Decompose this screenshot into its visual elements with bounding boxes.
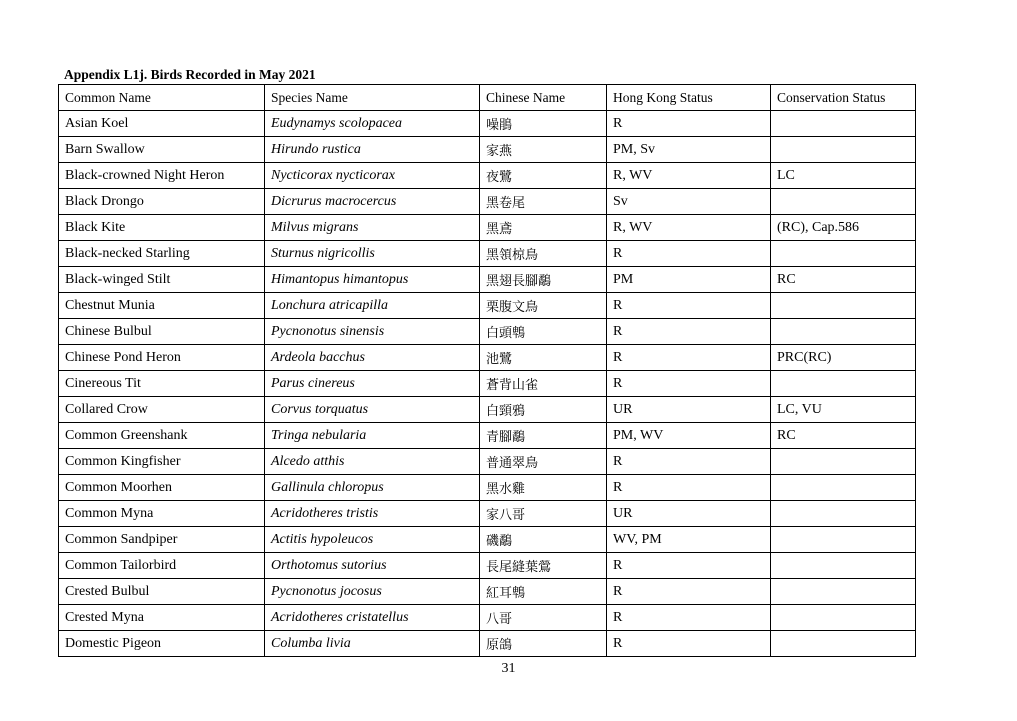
chinese-name-cell: 黑水雞 <box>480 475 607 501</box>
table-row <box>59 605 916 631</box>
common-name-cell: Domestic Pigeon <box>59 631 265 657</box>
hong-kong-status-cell: UR <box>607 397 771 423</box>
common-name-cell: Black Kite <box>59 215 265 241</box>
header-species-name: Species Name <box>265 85 480 111</box>
conservation-status-cell <box>771 553 916 579</box>
species-name-cell: Pycnonotus jocosus <box>265 579 480 605</box>
hong-kong-status-cell: R <box>607 345 771 371</box>
chinese-name-cell: 蒼背山雀 <box>480 371 607 397</box>
birds-table <box>58 84 916 657</box>
table-row <box>59 293 916 319</box>
conservation-status-cell: PRC(RC) <box>771 345 916 371</box>
common-name-cell: Chinese Pond Heron <box>59 345 265 371</box>
common-name-cell: Crested Myna <box>59 605 265 631</box>
conservation-status-cell <box>771 579 916 605</box>
table-row <box>59 423 916 449</box>
table-row <box>59 163 916 189</box>
chinese-name-cell: 白頸鴉 <box>480 397 607 423</box>
hong-kong-status-cell: R <box>607 241 771 267</box>
chinese-name-cell: 白頭鵯 <box>480 319 607 345</box>
species-name-cell: Dicrurus macrocercus <box>265 189 480 215</box>
chinese-name-cell: 栗腹文鳥 <box>480 293 607 319</box>
conservation-status-cell: RC <box>771 267 916 293</box>
table-body <box>59 111 916 657</box>
common-name-cell: Common Myna <box>59 501 265 527</box>
table-row <box>59 137 916 163</box>
species-name-cell: Gallinula chloropus <box>265 475 480 501</box>
species-name-cell: Nycticorax nycticorax <box>265 163 480 189</box>
common-name-cell: Barn Swallow <box>59 137 265 163</box>
hong-kong-status-cell: WV, PM <box>607 527 771 553</box>
species-name-cell: Alcedo atthis <box>265 449 480 475</box>
common-name-cell: Black-winged Stilt <box>59 267 265 293</box>
common-name-cell: Chestnut Munia <box>59 293 265 319</box>
hong-kong-status-cell: PM, Sv <box>607 137 771 163</box>
common-name-cell: Chinese Bulbul <box>59 319 265 345</box>
chinese-name-cell: 普通翠鳥 <box>480 449 607 475</box>
conservation-status-cell <box>771 501 916 527</box>
species-name-cell: Corvus torquatus <box>265 397 480 423</box>
hong-kong-status-cell: R <box>607 475 771 501</box>
species-name-cell: Sturnus nigricollis <box>265 241 480 267</box>
hong-kong-status-cell: PM <box>607 267 771 293</box>
species-name-cell: Hirundo rustica <box>265 137 480 163</box>
species-name-cell: Ardeola bacchus <box>265 345 480 371</box>
chinese-name-cell: 磯鷸 <box>480 527 607 553</box>
page-number: 31 <box>501 661 516 676</box>
common-name-cell: Black Drongo <box>59 189 265 215</box>
table-row <box>59 449 916 475</box>
table-row <box>59 267 916 293</box>
table-row <box>59 319 916 345</box>
common-name-cell: Black-necked Starling <box>59 241 265 267</box>
common-name-cell: Collared Crow <box>59 397 265 423</box>
header-conservation-status: Conservation Status <box>771 85 916 111</box>
chinese-name-cell: 噪鵑 <box>480 111 607 137</box>
table-title: Appendix L1j. Birds Recorded in May 2021 <box>64 67 316 82</box>
hong-kong-status-cell: R <box>607 371 771 397</box>
hong-kong-status-cell: UR <box>607 501 771 527</box>
hong-kong-status-cell: R, WV <box>607 163 771 189</box>
table-row <box>59 215 916 241</box>
hong-kong-status-cell: Sv <box>607 189 771 215</box>
common-name-cell: Common Greenshank <box>59 423 265 449</box>
header-chinese-name: Chinese Name <box>480 85 607 111</box>
conservation-status-cell: LC, VU <box>771 397 916 423</box>
hong-kong-status-cell: R, WV <box>607 215 771 241</box>
common-name-cell: Black-crowned Night Heron <box>59 163 265 189</box>
species-name-cell: Tringa nebularia <box>265 423 480 449</box>
species-name-cell: Himantopus himantopus <box>265 267 480 293</box>
species-name-cell: Acridotheres tristis <box>265 501 480 527</box>
chinese-name-cell: 八哥 <box>480 605 607 631</box>
common-name-cell: Asian Koel <box>59 111 265 137</box>
hong-kong-status-cell: R <box>607 579 771 605</box>
common-name-cell: Common Kingfisher <box>59 449 265 475</box>
species-name-cell: Lonchura atricapilla <box>265 293 480 319</box>
common-name-cell: Crested Bulbul <box>59 579 265 605</box>
hong-kong-status-cell: R <box>607 631 771 657</box>
conservation-status-cell <box>771 137 916 163</box>
table-row <box>59 111 916 137</box>
conservation-status-cell <box>771 631 916 657</box>
conservation-status-cell <box>771 293 916 319</box>
table-header-row <box>59 85 916 111</box>
conservation-status-cell <box>771 111 916 137</box>
conservation-status-cell <box>771 527 916 553</box>
chinese-name-cell: 原鴿 <box>480 631 607 657</box>
hong-kong-status-cell: PM, WV <box>607 423 771 449</box>
chinese-name-cell: 長尾縫葉鶯 <box>480 553 607 579</box>
hong-kong-status-cell: R <box>607 605 771 631</box>
table-row <box>59 501 916 527</box>
conservation-status-cell <box>771 475 916 501</box>
species-name-cell: Eudynamys scolopacea <box>265 111 480 137</box>
table-row <box>59 241 916 267</box>
table-row <box>59 189 916 215</box>
table-row <box>59 475 916 501</box>
chinese-name-cell: 池鷺 <box>480 345 607 371</box>
chinese-name-cell: 青腳鷸 <box>480 423 607 449</box>
common-name-cell: Cinereous Tit <box>59 371 265 397</box>
conservation-status-cell: RC <box>771 423 916 449</box>
chinese-name-cell: 家燕 <box>480 137 607 163</box>
common-name-cell: Common Tailorbird <box>59 553 265 579</box>
hong-kong-status-cell: R <box>607 293 771 319</box>
table-row <box>59 553 916 579</box>
species-name-cell: Actitis hypoleucos <box>265 527 480 553</box>
conservation-status-cell <box>771 371 916 397</box>
table-row <box>59 345 916 371</box>
chinese-name-cell: 黑卷尾 <box>480 189 607 215</box>
conservation-status-cell <box>771 241 916 267</box>
table-row <box>59 631 916 657</box>
species-name-cell: Columba livia <box>265 631 480 657</box>
table-row <box>59 397 916 423</box>
conservation-status-cell <box>771 605 916 631</box>
conservation-status-cell: LC <box>771 163 916 189</box>
conservation-status-cell <box>771 449 916 475</box>
chinese-name-cell: 紅耳鵯 <box>480 579 607 605</box>
chinese-name-cell: 家八哥 <box>480 501 607 527</box>
common-name-cell: Common Sandpiper <box>59 527 265 553</box>
species-name-cell: Milvus migrans <box>265 215 480 241</box>
species-name-cell: Orthotomus sutorius <box>265 553 480 579</box>
header-hong-kong-status: Hong Kong Status <box>607 85 771 111</box>
chinese-name-cell: 黑領椋鳥 <box>480 241 607 267</box>
hong-kong-status-cell: R <box>607 319 771 345</box>
species-name-cell: Pycnonotus sinensis <box>265 319 480 345</box>
hong-kong-status-cell: R <box>607 449 771 475</box>
species-name-cell: Parus cinereus <box>265 371 480 397</box>
hong-kong-status-cell: R <box>607 553 771 579</box>
header-common-name: Common Name <box>59 85 265 111</box>
hong-kong-status-cell: R <box>607 111 771 137</box>
table-row <box>59 371 916 397</box>
table-row <box>59 527 916 553</box>
chinese-name-cell: 黑翅長腳鷸 <box>480 267 607 293</box>
common-name-cell: Common Moorhen <box>59 475 265 501</box>
species-name-cell: Acridotheres cristatellus <box>265 605 480 631</box>
conservation-status-cell: (RC), Cap.586 <box>771 215 916 241</box>
chinese-name-cell: 黑鳶 <box>480 215 607 241</box>
chinese-name-cell: 夜鷺 <box>480 163 607 189</box>
table-row <box>59 579 916 605</box>
conservation-status-cell <box>771 189 916 215</box>
conservation-status-cell <box>771 319 916 345</box>
